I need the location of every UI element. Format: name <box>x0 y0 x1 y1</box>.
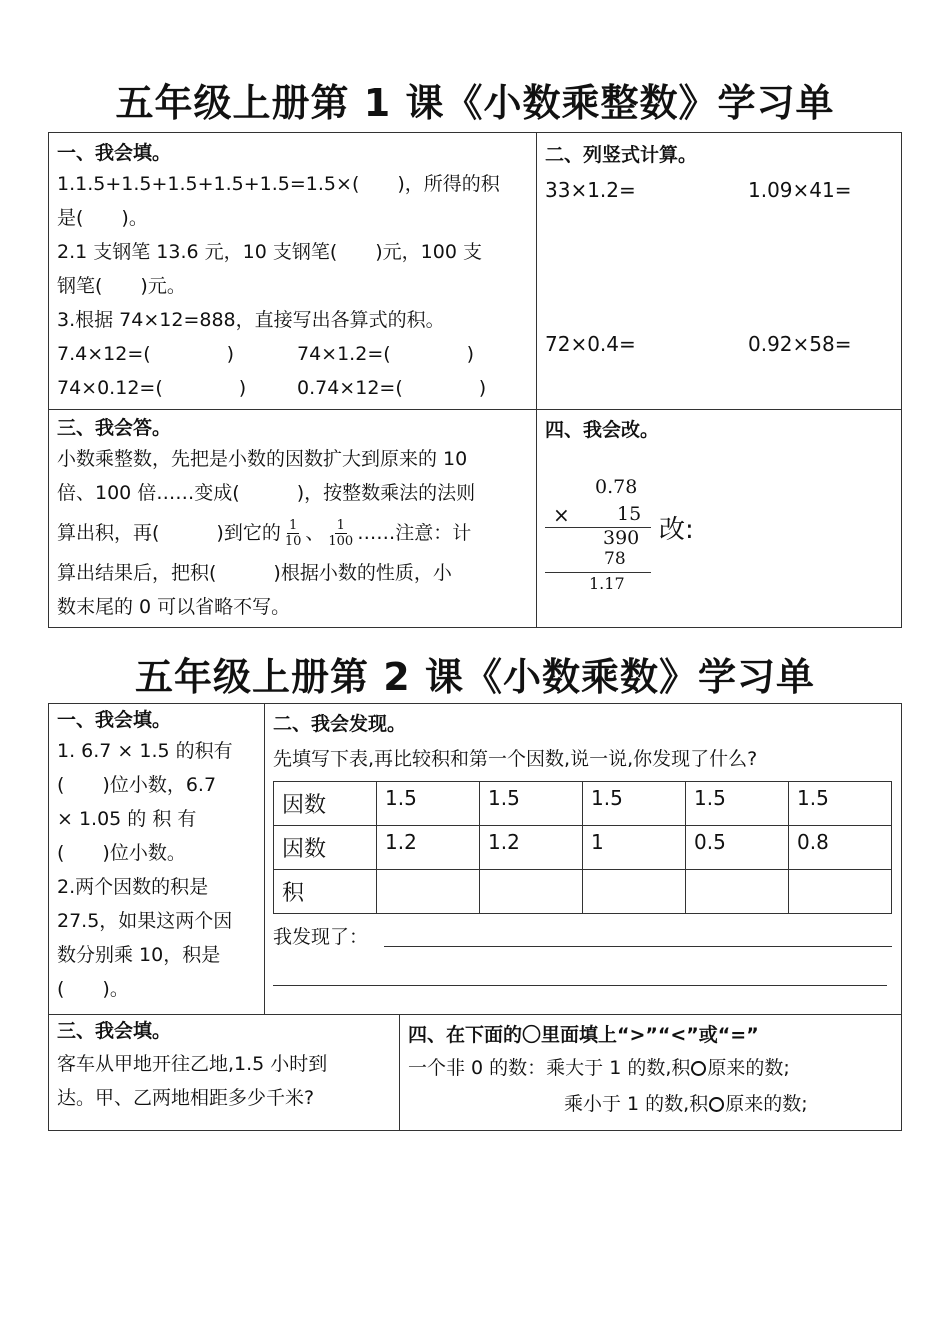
lesson1-section-correct <box>537 410 901 627</box>
rule-line4: 算出结果后，把积( )根据小数的性质，小 <box>57 562 452 584</box>
section-heading: 四、在下面的〇里面填上“>”“<”或“=” <box>408 1024 759 1046</box>
section-heading: 二、我会发现。 <box>273 713 407 735</box>
expr-7-4x12: 7.4×12=( ) <box>57 343 235 365</box>
table-cell[interactable] <box>789 870 892 914</box>
table-row <box>274 826 892 870</box>
answer-circle-1[interactable] <box>691 1061 706 1076</box>
question-3-row1 <box>57 337 528 371</box>
lesson1-title: 五年级上册第 1 课《小数乘整数》学习单 <box>115 81 835 125</box>
calc-problem-4: 0.92×58= <box>748 332 852 356</box>
section-heading: 三、我会答。 <box>57 417 172 439</box>
table-cell: 0.8 <box>789 826 892 870</box>
table-row <box>274 870 892 914</box>
answer-line-1[interactable] <box>384 946 892 947</box>
calc-problem-1: 33×1.2= <box>545 178 636 202</box>
question-3-line1: 3.根据 74×12=888，直接写出各算式的积。 <box>57 309 445 331</box>
section-heading: 四、我会改。 <box>545 419 660 441</box>
wrong-calc-result: 1.17 <box>589 574 625 593</box>
table-cell[interactable] <box>583 870 686 914</box>
question-1-line2: 是( )。 <box>57 207 148 229</box>
table-instructions: 先填写下表,再比较积和第一个因数,说一说,你发现了什么? <box>273 748 758 770</box>
table-cell: 1.2 <box>480 826 583 870</box>
calc-problem-2: 1.09×41= <box>748 178 852 202</box>
partial-product-2: 78 <box>604 549 626 569</box>
fraction-one-tenth <box>283 518 304 549</box>
rule-line3 <box>57 510 528 556</box>
q2-line1: 2.两个因数的积是 <box>57 876 209 898</box>
row-label: 积 <box>274 870 377 914</box>
wrong-calc-multiplier: 15 <box>617 503 642 525</box>
q2-line4: ( )。 <box>57 978 129 1000</box>
compare-line2-end: 原来的数; <box>725 1093 808 1115</box>
table-cell[interactable] <box>480 870 583 914</box>
table-cell: 1.2 <box>377 826 480 870</box>
table-cell[interactable] <box>686 870 789 914</box>
partial-product-1: 390 <box>603 527 640 549</box>
table-cell: 1.5 <box>686 782 789 826</box>
q1-line4: ( )位小数。 <box>57 842 186 864</box>
lesson2-section-word-problem <box>49 1015 399 1130</box>
wrong-calc-multiplicand: 0.78 <box>595 476 638 498</box>
problem-line2: 达。甲、乙两地相距多少千米? <box>57 1087 315 1109</box>
compare-line1-end: 原来的数; <box>707 1057 790 1079</box>
correction-label: 改: <box>659 515 694 545</box>
rule-line1: 小数乘整数，先把是小数的因数扩大到原来的 10 <box>57 448 468 470</box>
q2-line3: 数分别乘 10，积是 <box>57 944 221 966</box>
table-cell: 1.5 <box>789 782 892 826</box>
lesson2-section-fill <box>49 704 264 1014</box>
calc-problem-3: 72×0.4= <box>545 332 636 356</box>
lesson1-section-vertical-calc <box>537 133 901 409</box>
table-row <box>274 782 892 826</box>
table-cell: 1.5 <box>480 782 583 826</box>
calc-rule-2 <box>545 572 651 573</box>
table-cell: 1.5 <box>583 782 686 826</box>
compare-line2 <box>408 1087 893 1121</box>
rule-line5: 数末尾的 0 可以省略不写。 <box>57 596 291 618</box>
factor-table <box>273 781 892 914</box>
answer-circle-2[interactable] <box>709 1097 724 1112</box>
question-1-line1: 1.1.5+1.5+1.5+1.5+1.5=1.5×( )，所得的积 <box>57 173 500 195</box>
table-cell: 1.5 <box>377 782 480 826</box>
fraction-denominator: 100 <box>328 534 354 549</box>
row-label: 因数 <box>274 782 377 826</box>
table-cell: 0.5 <box>686 826 789 870</box>
fraction-one-hundredth <box>326 518 355 549</box>
row-label: 因数 <box>274 826 377 870</box>
lesson2-section-compare <box>400 1015 901 1130</box>
answer-line-2[interactable] <box>273 985 887 986</box>
times-sign: × <box>553 503 570 527</box>
rule-line3-end: ……注意：计 <box>357 522 472 544</box>
q1-line1: 1. 6.7 × 1.5 的积有 <box>57 740 233 762</box>
section-heading: 一、我会填。 <box>57 709 172 731</box>
expr-0-74x12: 0.74×12=( ) <box>297 377 487 399</box>
lesson1-section-answer <box>49 410 536 627</box>
question-3-row2 <box>57 371 528 405</box>
section-heading: 一、我会填。 <box>57 142 172 164</box>
compare-line1-start: 一个非 0 的数：乘大于 1 的数,积 <box>408 1057 691 1079</box>
question-2-line2: 钢笔( )元。 <box>57 275 186 297</box>
section-heading: 三、我会填。 <box>57 1020 172 1042</box>
compare-line1 <box>408 1049 893 1087</box>
lesson1-section-fill <box>49 133 536 409</box>
separator: 、 <box>305 522 325 544</box>
fraction-denominator: 10 <box>284 534 302 549</box>
expr-74x1-2: 74×1.2=( ) <box>297 343 475 365</box>
question-2-line1: 2.1 支钢笔 13.6 元，10 支钢笔( )元，100 支 <box>57 241 482 263</box>
discovery-label: 我发现了： <box>273 926 369 948</box>
section-heading: 二、列竖式计算。 <box>545 144 698 166</box>
rule-line3-start: 算出积，再( )到它的 <box>57 522 281 544</box>
q1-line2: ( )位小数，6.7 <box>57 774 217 796</box>
problem-line1: 客车从甲地开往乙地,1.5 小时到 <box>57 1053 328 1075</box>
rule-line2: 倍、100 倍……变成( )，按整数乘法的法则 <box>57 482 476 504</box>
q2-line2: 27.5，如果这两个因 <box>57 910 233 932</box>
table-cell: 1 <box>583 826 686 870</box>
lesson2-title: 五年级上册第 2 课《小数乘数》学习单 <box>135 655 815 699</box>
table-cell[interactable] <box>377 870 480 914</box>
fraction-numerator: 1 <box>288 518 298 533</box>
compare-line2-start: 乘小于 1 的数,积 <box>564 1093 709 1115</box>
fraction-numerator: 1 <box>336 518 345 533</box>
q1-line3: × 1.05 的 积 有 <box>57 808 197 830</box>
expr-74x0-12: 74×0.12=( ) <box>57 377 247 399</box>
